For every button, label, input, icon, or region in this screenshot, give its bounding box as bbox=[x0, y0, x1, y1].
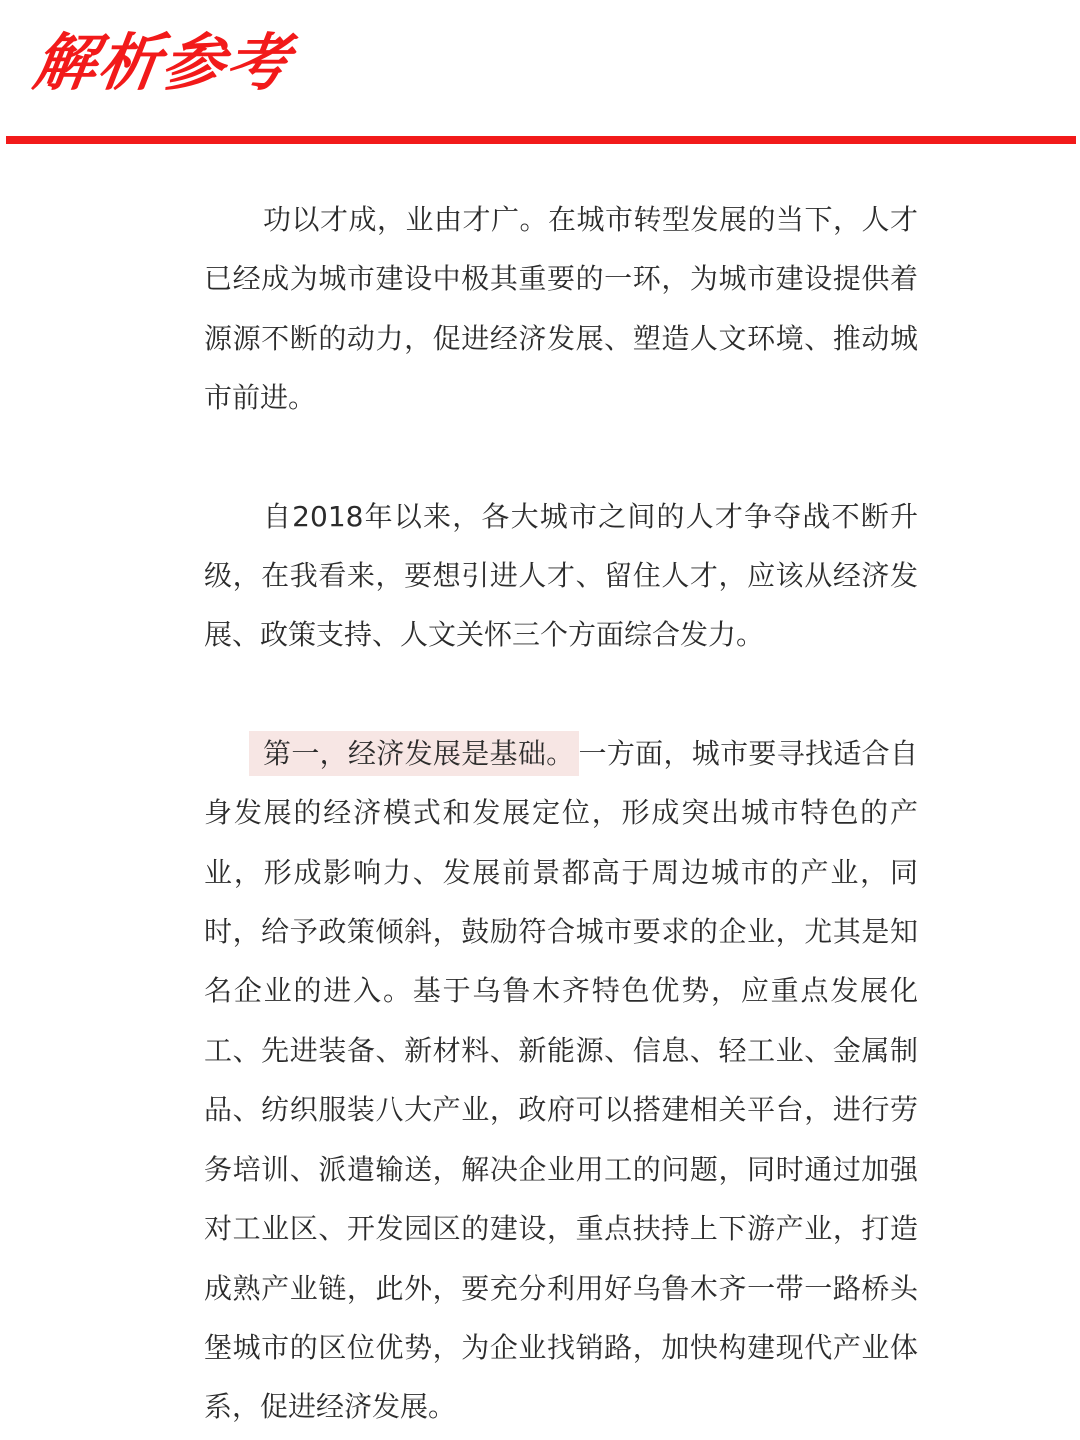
paragraph-thesis: 自2018年以来，各大城市之间的人才争夺战不断升级，在我看来，要想引进人才、留住人才，应该从经济发展、政策支持、人文关怀三个方面综合发力。 bbox=[204, 499, 918, 652]
section-title: 解析参考 bbox=[29, 26, 296, 99]
article-body bbox=[204, 190, 918, 1437]
highlighted-topic-sentence: 第一，经济发展是基础。 bbox=[249, 731, 579, 776]
header-divider bbox=[6, 136, 1076, 144]
paragraph-point-one-body: 一方面，城市要寻找适合自身发展的经济模式和发展定位，形成突出城市特色的产业，形成影响力、发展前景都高于周边城市的产业，同时，给予政策倾斜，鼓励符合城市要求的企业，尤其是知名企业的进入。基于乌鲁木齐特色优势，应重点发展化工、先进装备、新材料、新能源、信息、轻工业、金属制品、纺织服装八大产业，政府可以搭建相关平台，进行劳务培训、派遣输送，解决企业用工的问题，同时通过加强对工业区、开发园区的建设，重点扶持上下游产业，打造成熟产业链，此外，要充分利用好乌鲁木齐一带一路桥头堡城市的区位优势，为企业找销路，加快构建现代产业体系，促进经济发展。 bbox=[204, 736, 918, 1424]
paragraph-point-one bbox=[204, 724, 918, 1437]
paragraph-intro: 功以才成，业由才广。在城市转型发展的当下，人才已经成为城市建设中极其重要的一环，为城市建设提供着源源不断的动力，促进经济发展、塑造人文环境、推动城市前进。 bbox=[204, 203, 918, 415]
